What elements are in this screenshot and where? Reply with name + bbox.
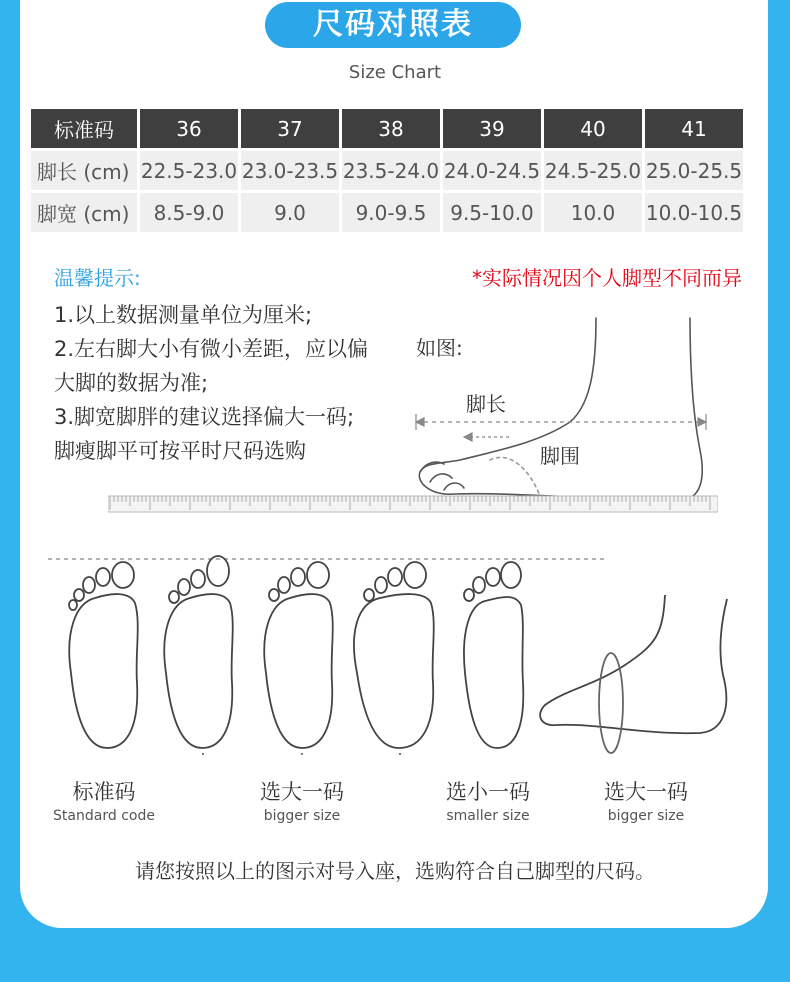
tip-line: 2.左右脚大小有微小差距，应以偏	[54, 337, 369, 361]
table-header-row	[31, 109, 743, 148]
figure-caption: 如图:	[416, 336, 463, 360]
table-cell: 脚宽 (cm)	[31, 193, 137, 232]
caption-bigger-instep	[582, 776, 710, 824]
table-cell: 24.0-24.5	[443, 151, 541, 190]
size-table	[28, 106, 746, 235]
caption-standard	[40, 776, 168, 824]
footer-note: 请您按照以上的图示对号入座，选购符合自己脚型的尺码。	[135, 859, 655, 883]
caption-en: Standard code	[53, 808, 155, 824]
tips-list	[54, 298, 394, 468]
tip-line: 大脚的数据为准;	[54, 371, 209, 395]
caption-cn: 选小一码	[446, 780, 530, 804]
caption-cn: 标准码	[72, 780, 136, 804]
foot-length-label: 脚长	[466, 392, 506, 416]
table-cell: 24.5-25.0	[544, 151, 642, 190]
table-cell: 脚长 (cm)	[31, 151, 137, 190]
table-cell: 23.0-23.5	[241, 151, 339, 190]
tip-line: 脚瘦脚平可按平时尺码选购	[54, 439, 306, 463]
caption-bigger	[238, 776, 366, 824]
table-header-cell: 40	[544, 109, 642, 148]
table-row	[31, 193, 743, 232]
table-header-cell: 36	[140, 109, 238, 148]
table-cell: 9.0	[241, 193, 339, 232]
table-cell: 10.0	[544, 193, 642, 232]
table-cell: 9.0-9.5	[342, 193, 440, 232]
table-cell: 10.0-10.5	[645, 193, 743, 232]
foot-shapes-illustration	[40, 545, 740, 755]
table-cell: 8.5-9.0	[140, 193, 238, 232]
page-subtitle: Size Chart	[348, 62, 442, 83]
tips-title: 温馨提示:	[54, 266, 141, 290]
table-header-cell: 41	[645, 109, 743, 148]
table-cell: 9.5-10.0	[443, 193, 541, 232]
table-header-cell: 39	[443, 109, 541, 148]
table-header-cell: 38	[342, 109, 440, 148]
page-title: 尺码对照表	[265, 2, 521, 48]
caption-en: smaller size	[446, 808, 530, 824]
caption-cn: 选大一码	[604, 780, 688, 804]
table-cell: 22.5-23.0	[140, 151, 238, 190]
table-row	[31, 151, 743, 190]
tip-line: 1.以上数据测量单位为厘米;	[54, 303, 313, 327]
ruler-illustration	[108, 494, 718, 514]
table-header-cell: 37	[241, 109, 339, 148]
warning-note: *实际情况因个人脚型不同而异	[472, 266, 742, 290]
table-cell: 25.0-25.5	[645, 151, 743, 190]
table-cell: 23.5-24.0	[342, 151, 440, 190]
tip-line: 3.脚宽脚胖的建议选择偏大一码;	[54, 405, 355, 429]
caption-smaller	[424, 776, 552, 824]
caption-en: bigger size	[607, 808, 685, 824]
foot-girth-label: 脚围	[540, 444, 580, 468]
caption-cn: 选大一码	[260, 780, 344, 804]
table-header-cell: 标准码	[31, 109, 137, 148]
caption-en: bigger size	[263, 808, 341, 824]
